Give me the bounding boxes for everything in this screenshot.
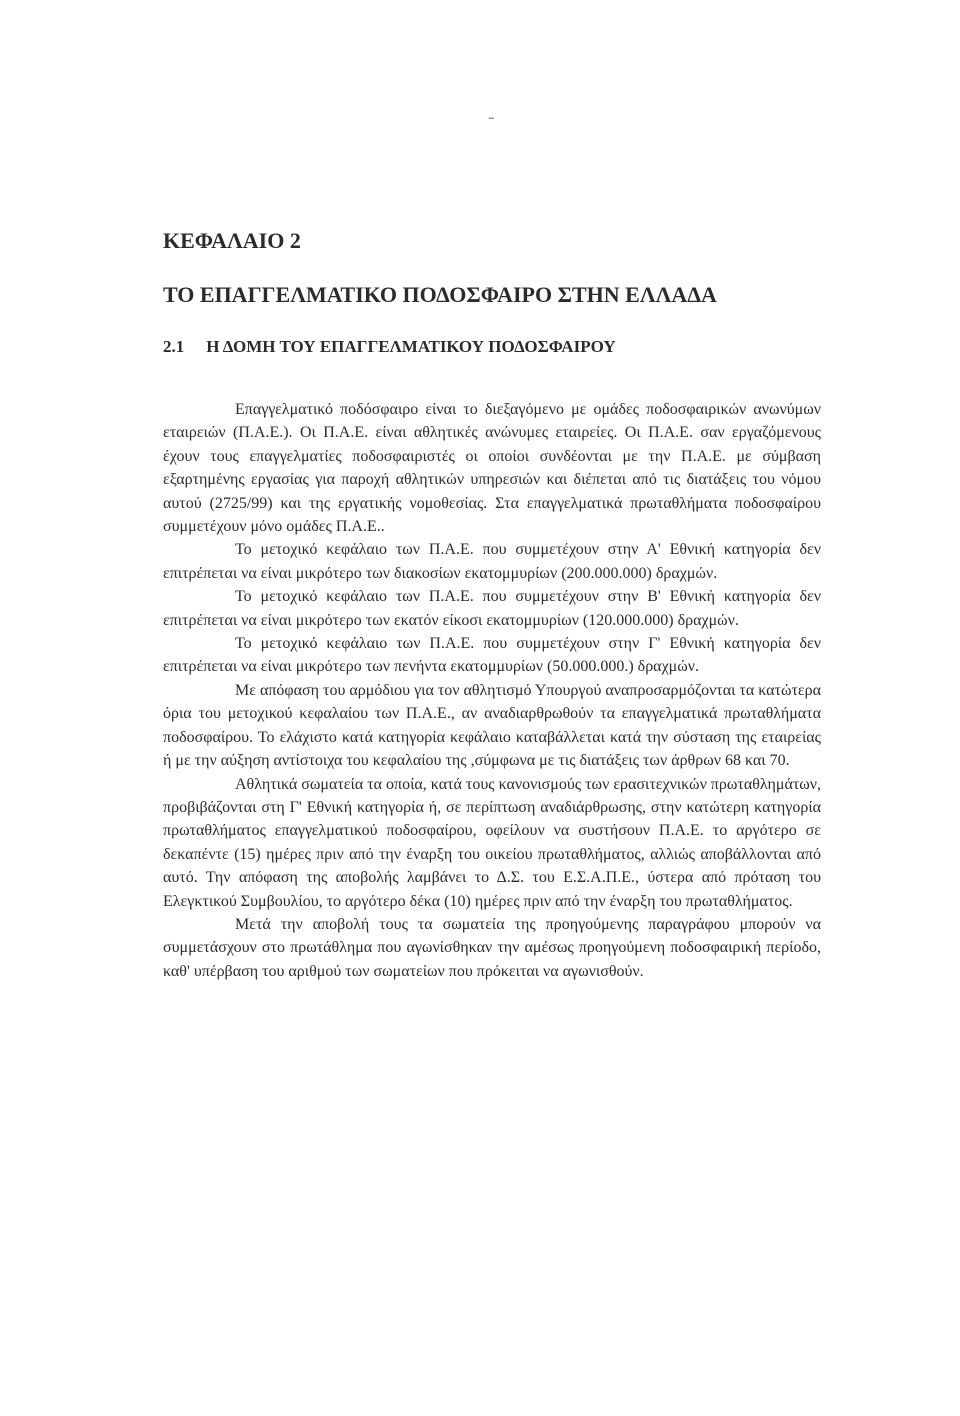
paragraph: Επαγγελματικό ποδόσφαιρο είναι το διεξαγόμενο με ομάδες ποδοσφαιρικών ανωνύμων εταιρειών (Π.Α.Ε.). Οι Π.Α.Ε. είναι αθλητικές ανώνυμες εταιρείες. Οι Π.Α.Ε. σαν εργαζόμενους έχουν τους επαγγελματίες ποδοσφαιριστές οι οποίοι συνδέονται με την Π.Α.Ε. με σύμβαση εξαρτημένης εργασίας για παροχή αθλητικών υπηρεσιών και διέπεται από τις διατάξεις του νόμου αυτού (2725/99) και της εργατικής νομοθεσίας. Στα επαγγελματικά πρωταθλήματα ποδοσφαίρου συμμετέχουν μόνο ομάδες Π.Α.Ε.. [163, 401, 821, 536]
paragraph: Το μετοχικό κεφάλαιο των Π.Α.Ε. που συμμετέχουν στην Β' Εθνική κατηγορία δεν επιτρέπεται να είναι μικρότερο των εκατόν είκοσι εκατομμυρίων (120.000.000) δραχμών. [163, 588, 821, 629]
body-text [163, 398, 821, 983]
document-content [163, 228, 821, 983]
paragraph: Με απόφαση του αρμόδιου για τον αθλητισμό Υπουργού αναπροσαρμόζονται τα κατώτερα όρια του μετοχικού κεφαλαίου των Π.Α.Ε., αν αναδιαρθρωθούν τα επαγγελματικά πρωταθλήματα ποδοσφαίρου. Το ελάχιστο κατά κατηγορία κεφάλαιο καταβάλλεται κατά την σύσταση της εταιρείας ή με την αύξηση αντίστοιχα του κεφαλαίου της ,σύμφωνα με τις διατάξεις των άρθρων 68 και 70. [163, 681, 822, 770]
paragraph: Αθλητικά σωματεία τα οποία, κατά τους κανονισμούς των ερασιτεχνικών πρωταθλημάτων, προβιβάζονται στη Γ' Εθνική κατηγορία ή, σε περίπτωση αναδιάρθρωσης, στην κατώτερη κατηγορία πρωταθλήματος επαγγελματικού ποδοσφαίρου, οφείλουν να συστήσουν Π.Α.Ε. το αργότερο σε δεκαπέντε (15) ημέρες πριν από την έναρξη του οικείου πρωταθλήματος, αλλιώς αποβάλλονται από αυτό. Την απόφαση της αποβολής λαμβάνει το Δ.Σ. του Ε.Σ.Α.Π.Ε., ύστερα από πρόταση του Ελεγκτικού Συμβουλίου, το αργότερο δέκα (10) ημέρες πριν από την έναρξη του πρωταθλήματος. [163, 775, 822, 910]
section-title: Η ΔΟΜΗ ΤΟΥ ΕΠΑΓΓΕΛΜΑΤΙΚΟΥ ΠΟΔΟΣΦΑΙΡΟΥ [206, 337, 616, 356]
page-mark: - [488, 106, 495, 128]
section-number: 2.1 [163, 337, 185, 356]
paragraph: Το μετοχικό κεφάλαιο των Π.Α.Ε. που συμμετέχουν στην Α' Εθνική κατηγορία δεν επιτρέπεται να είναι μικρότερο των διακοσίων εκατομμυρίων (200.000.000) δραχμών. [163, 541, 821, 582]
paragraph: Το μετοχικό κεφάλαιο των Π.Α.Ε. που συμμετέχουν στην Γ' Εθνική κατηγορία δεν επιτρέπεται να είναι μικρότερο των πενήντα εκατομμυρίων (50.000.000.) δραχμών. [163, 635, 821, 676]
section-heading [163, 336, 821, 358]
chapter-label: ΚΕΦΑΛΑΙΟ 2 [163, 228, 301, 253]
chapter-title: ΤΟ ΕΠΑΓΓΕΛΜΑΤΙΚΟ ΠΟΔΟΣΦΑΙΡΟ ΣΤΗΝ ΕΛΛΑΔΑ [163, 282, 717, 307]
paragraph: Μετά την αποβολή τους τα σωματεία της προηγούμενης παραγράφου μπορούν να συμμετάσχουν στο πρωτάθλημα που αγωνίσθηκαν την αμέσως προηγούμενη ποδοσφαιρική περίοδο, καθ' υπέρβαση του αριθμού των σωματείων που πρόκειται να αγωνισθούν. [163, 915, 821, 980]
